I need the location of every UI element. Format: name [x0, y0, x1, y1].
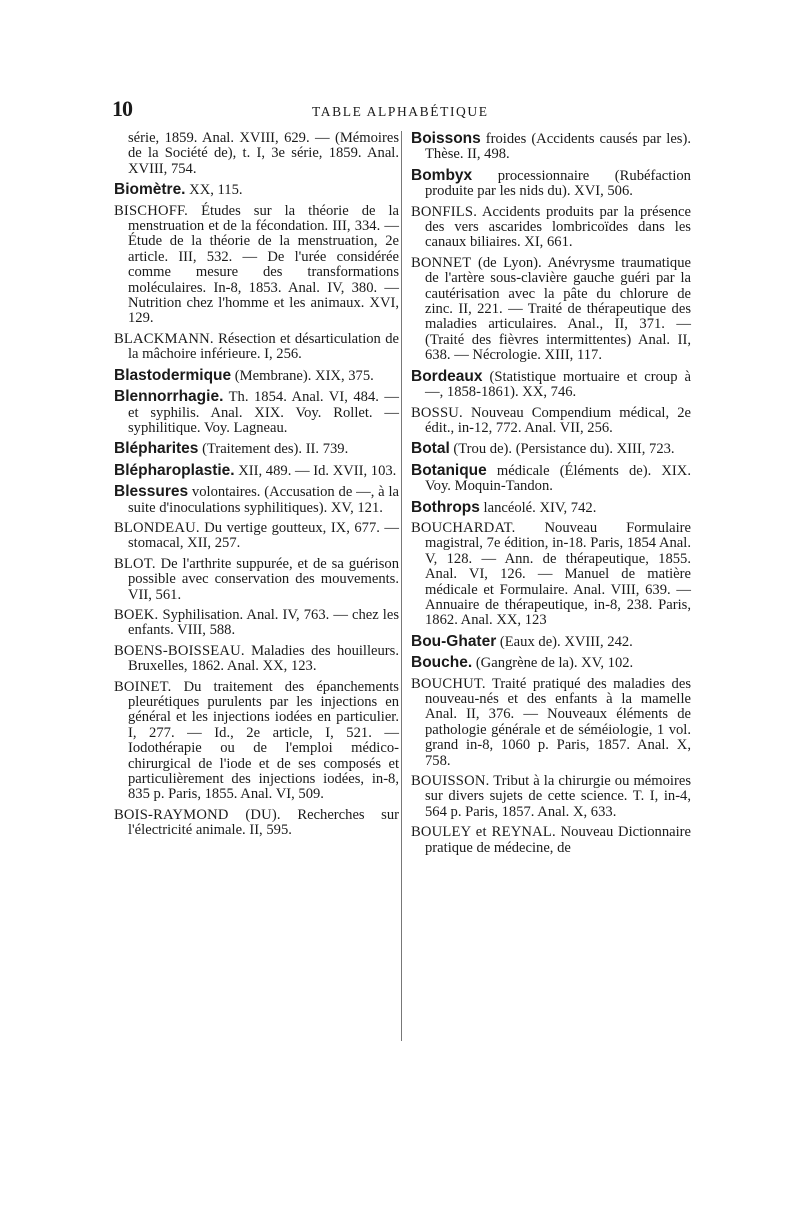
entry-text: Th. 1854. Anal. VI, 484. — et syphilis. Anal. XIX. Voy. Rollet. — syphilitique. Voy. Lagneau.	[128, 389, 399, 436]
entry-text: Syphilisation. Anal. IV, 763. — chez les enfants. VIII, 588.	[128, 606, 399, 639]
index-entry	[411, 521, 691, 629]
entry-text: Nouveau Dictionnaire pratique de médecine, de	[425, 824, 692, 856]
entry-headword: BOUCHARDAT.	[411, 519, 516, 536]
index-entry	[114, 441, 399, 457]
index-entry	[114, 389, 399, 436]
index-entry	[114, 484, 399, 516]
entry-headword: BLONDEAU.	[114, 519, 200, 536]
left-column	[114, 131, 399, 844]
page-header	[112, 96, 694, 128]
entry-text: (Traitement des). II. 739.	[202, 441, 349, 458]
entry-text: froides (Accidents causés par les). Thèse. II, 498.	[425, 131, 691, 163]
index-entry	[411, 677, 691, 769]
entry-text: lancéolé. XIV, 742.	[483, 499, 597, 516]
entry-text: Accidents produits par la présence des vers ascarides lombricoïdes dans les canaux biliaires. XI, 661.	[425, 203, 691, 251]
entry-headword: Blessures	[114, 483, 189, 501]
entry-text: série, 1859. Anal. XVIII, 629. — (Mémoires de la Société de), t. I, 3e série, 1859. Anal. XVIII, 754.	[128, 130, 399, 177]
entry-text: Nouveau Compendium médical, 2e édit., in-12, 772. Anal. VII, 256.	[425, 404, 691, 436]
entry-headword: BLOT.	[114, 555, 156, 572]
entry-text: Du vertige goutteux, IX, 677. — stomacal, XII, 257.	[128, 519, 400, 552]
entry-text: médicale (Éléments de). XIX. Voy. Moquin-Tandon.	[425, 462, 691, 495]
entry-headword: BLACKMANN.	[114, 330, 214, 347]
entry-headword: BOULEY et REYNAL.	[411, 824, 556, 841]
entry-headword: Blastodermique	[114, 366, 232, 384]
entry-headword: BOEK.	[114, 606, 159, 623]
entry-text: volontaires. (Accusation de —, à la suite d'inoculations syphilitiques). XV, 121.	[128, 484, 399, 516]
entry-text: De l'arthrite suppurée, et de sa guérison possible avec conservation des mouvements. VII, 561.	[128, 555, 399, 603]
index-entry	[114, 521, 399, 552]
entry-text: Du traitement des épanchements pleurétiques purulents par les injections en général et les injections iodées en particulier. I, 277. — Id., 2e article, I, 521. — Iodothérapie ou de l'emploi médico-chirurgical de l'iode et de ses composés et particulièrement des injections iodées, in-8, 835 p. Paris, 1855. Anal. VI, 509.	[128, 678, 399, 803]
index-entry	[411, 825, 691, 856]
entry-headword: BOIS-RAYMOND (DU).	[114, 806, 281, 823]
entry-headword: BOENS-BOISSEAU.	[114, 642, 245, 659]
entry-headword: Bou-Ghater	[411, 632, 497, 650]
index-entry	[411, 774, 691, 820]
entry-text: XII, 489. — Id. XVII, 103.	[238, 462, 397, 479]
index-entry	[114, 182, 399, 198]
column-divider	[401, 131, 402, 1041]
index-entry	[411, 131, 691, 163]
index-entry	[411, 655, 691, 671]
index-entry	[114, 131, 399, 177]
index-entry	[411, 256, 691, 364]
entry-headword: BOUISSON.	[411, 773, 490, 790]
entry-headword: BONNET	[411, 254, 472, 271]
index-entry	[411, 441, 691, 457]
entry-text: Maladies des houilleurs. Bruxelles, 1862. Anal. XX, 123.	[128, 642, 399, 675]
index-entry	[114, 808, 399, 839]
entry-headword: Bordeaux	[411, 367, 483, 385]
entry-text: Recherches sur l'électricité animale. II, 595.	[128, 806, 399, 839]
entry-headword: Bothrops	[411, 498, 480, 516]
index-entry	[114, 368, 399, 384]
entry-headword: BOUCHUT.	[411, 675, 486, 692]
entry-text: Nouveau Formulaire magistral, 7e édition, in-18. Paris, 1854 Anal. V, 128. — Ann. de thérapeutique, 1855. Anal. VI, 126. — Manuel de matière médicale et Formulaire. Anal. VIII, 639. — Annuaire de thérapeutique, in-8, 238. Paris, 1862. Anal. XX, 123	[425, 519, 691, 629]
entry-text: (Trou de). (Persistance du). XIII, 723.	[453, 441, 675, 458]
index-entry	[114, 680, 399, 803]
page-number: 10	[112, 96, 132, 121]
entry-headword: BOINET.	[114, 678, 172, 695]
index-entry	[114, 332, 399, 363]
index-entry	[411, 634, 691, 650]
entry-text: (Gangrène de la). XV, 102.	[475, 655, 634, 672]
entry-text: Traité pratiqué des maladies des nouveau-nés et des enfants à la mamelle Anal. II, 376. — Nouveaux éléments de pathologie générale et de séméiologie, 1 vol. grand in-8, 1060 p. Paris, 1857. Anal. X, 758.	[425, 675, 691, 769]
entry-text: Résection et désarticulation de la mâchoire inférieure. I, 256.	[128, 330, 399, 363]
entry-headword: Blennorrhagie.	[114, 388, 224, 406]
index-entry	[411, 406, 691, 437]
entry-text: (Statistique mortuaire et croup à —, 1858-1861). XX, 746.	[425, 368, 691, 401]
entry-headword: Biomètre.	[114, 181, 186, 199]
index-entry	[411, 500, 691, 516]
entry-headword: Blépharites	[114, 440, 199, 458]
entry-headword: Bouche.	[411, 654, 473, 672]
index-entry	[114, 557, 399, 603]
right-column	[411, 131, 691, 861]
entry-text: (Membrane). XIX, 375.	[234, 367, 374, 384]
index-entry	[411, 168, 691, 200]
entry-headword: BOSSU.	[411, 404, 463, 421]
entry-text: Études sur la théorie de la menstruation et de la fécondation. III, 334. — Étude de la théorie de la menstruation, 2e article. III, 532. — De l'urée considérée comme mesure des transformations moléculaires. In-8, 1853. Anal. IV, 380. — Nutrition chez l'homme et les animaux. XVI, 129.	[128, 202, 399, 327]
entry-text: (de Lyon). Anévrysme traumatique de l'artère sous-clavière gauche guéri par la cautérisation avec la pâte du chlorure de zinc. II, 221. — Traité de thérapeutique des maladies articulaires. Anal., II, 371. — (Traité des fièvres intermittentes) Anal. II, 638. — Nécrologie. XIII, 117.	[425, 254, 691, 364]
entry-headword: BISCHOFF.	[114, 202, 189, 219]
entry-headword: Botanique	[411, 461, 487, 479]
running-title: TABLE ALPHABÉTIQUE	[312, 104, 489, 119]
entry-text: XX, 115.	[189, 182, 243, 199]
entry-text: (Eaux de). XVIII, 242.	[499, 633, 633, 650]
entry-headword: Blépharoplastie.	[114, 461, 235, 479]
index-entry	[411, 205, 691, 251]
entry-headword: Bombyx	[411, 166, 473, 184]
index-entry	[114, 644, 399, 675]
index-entry	[411, 463, 691, 495]
entry-text: processionnaire (Rubéfaction produite par les nids du). XVI, 506.	[425, 167, 691, 200]
entry-headword: BONFILS.	[411, 203, 478, 220]
index-entry	[114, 608, 399, 639]
index-entry	[114, 463, 399, 479]
entry-headword: Boissons	[411, 130, 481, 147]
entry-text: Tribut à la chirurgie ou mémoires sur divers sujets de cette science. T. I, in-4, 564 p. Paris, 1857. Anal. X, 633.	[425, 773, 691, 820]
entry-headword: Botal	[411, 440, 450, 458]
index-entry	[411, 369, 691, 401]
index-entry	[114, 204, 399, 327]
